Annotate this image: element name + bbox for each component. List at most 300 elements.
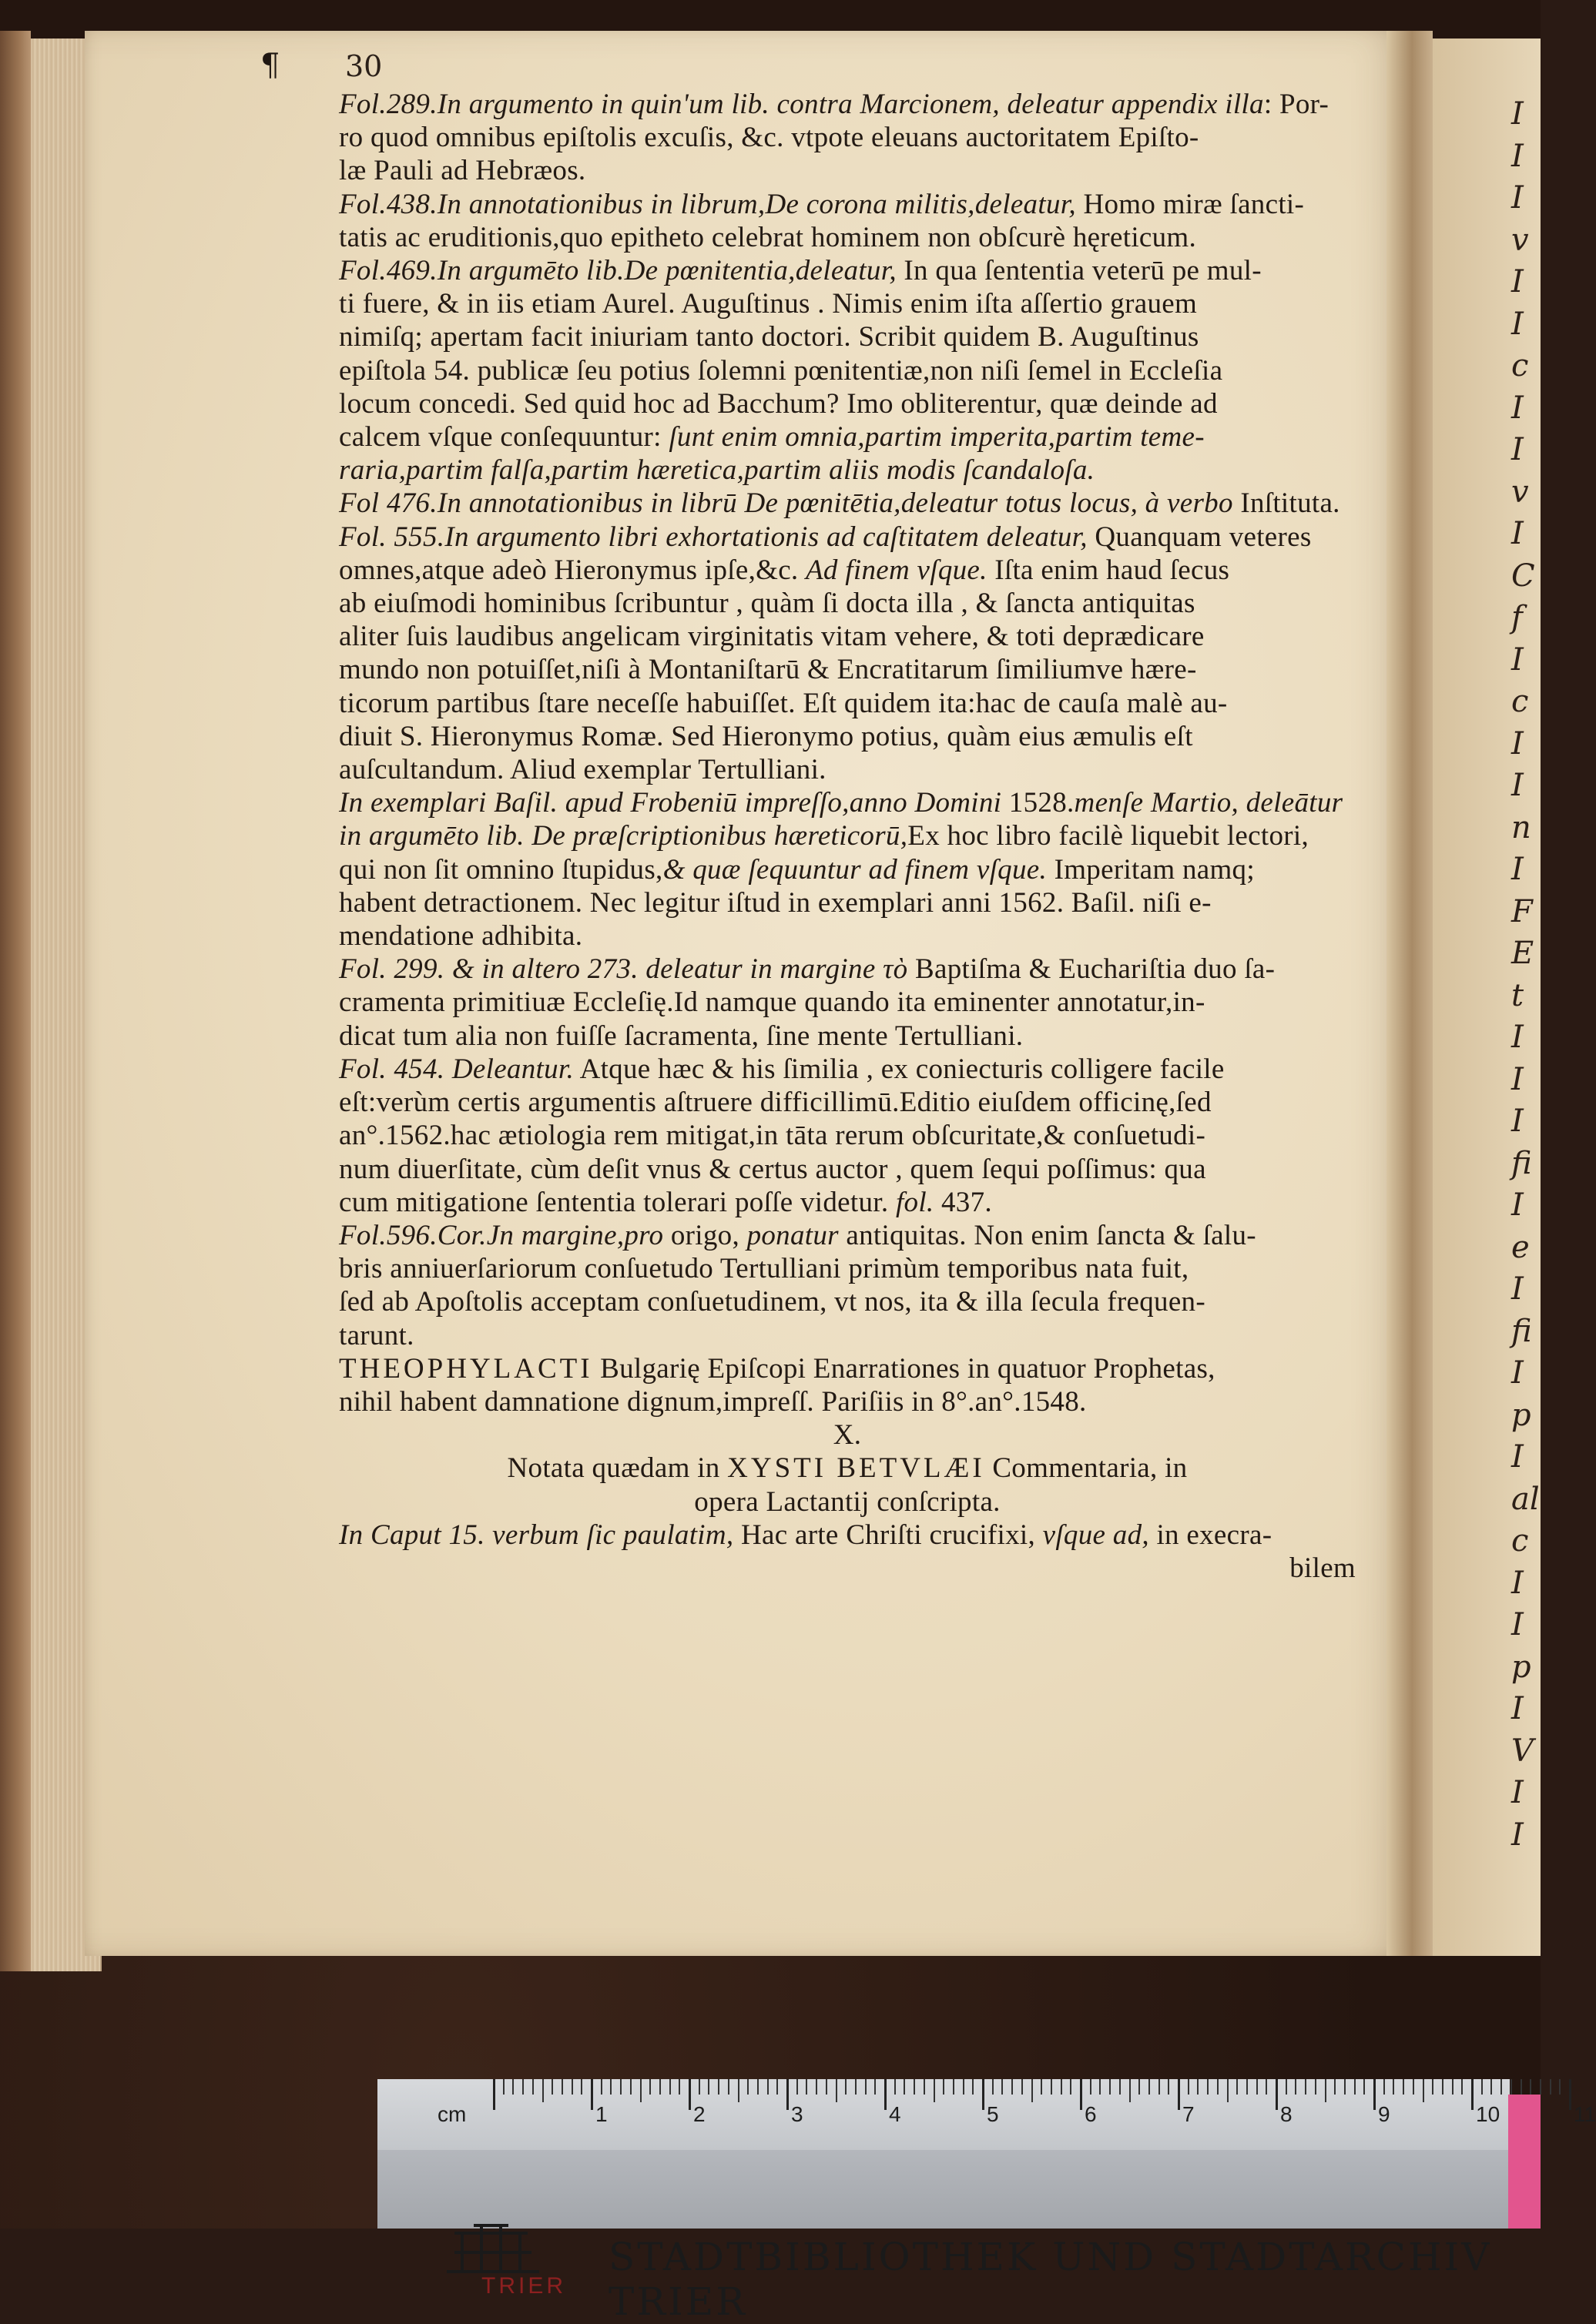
ruler-major-tick — [689, 2079, 691, 2110]
text-line — [339, 986, 1356, 1019]
text-run: cum mitigatione ſententia tolerari poſſe videtur. — [339, 1186, 896, 1218]
text-run: in execra- — [1148, 1519, 1272, 1551]
text-run: Imperitam namq; — [1047, 853, 1255, 886]
ruler-minor-tick — [1393, 2079, 1394, 2095]
library-name: STADTBIBLIOTHEK UND STADTARCHIV TRIER — [609, 2235, 1492, 2324]
ruler-major-tick — [1276, 2079, 1278, 2110]
text-run: bris anniuerſariorum conſuetudo Tertulliani primùm temporibus nata fuit, — [339, 1253, 1189, 1285]
ruler-minor-tick — [610, 2079, 612, 2095]
text-run: Fol.438. — [339, 188, 438, 220]
color-tab — [1508, 2095, 1541, 2229]
paragraph-p10 — [339, 1352, 1356, 1418]
ruler-minor-tick — [924, 2079, 925, 2095]
text-line — [339, 1385, 1356, 1418]
ruler-minor-tick — [934, 2079, 935, 2102]
ruler-major-tick — [1373, 2079, 1376, 2110]
ruler-minor-tick — [894, 2079, 896, 2095]
ruler-minor-tick — [816, 2079, 817, 2095]
text-run: In argumento in quin'um lib. contra Marcionem, deleatur appendix illa — [437, 89, 1264, 120]
text-run: eſt:verùm certis argumentis aſtruere difficillimū.Editio eiuſdem officinę,ſed — [339, 1087, 1212, 1119]
ruler-number: 7 — [1182, 2102, 1195, 2126]
ruler-minor-tick — [1354, 2079, 1356, 2095]
ruler-minor-tick — [1051, 2079, 1052, 2095]
ruler-minor-tick — [1099, 2079, 1101, 2095]
text-line — [339, 1519, 1356, 1552]
text-run: Hac arte Chriſti crucifixi, — [733, 1519, 1043, 1551]
ruler-minor-tick — [796, 2079, 798, 2095]
text-line — [339, 1153, 1356, 1186]
ruler-minor-tick — [640, 2079, 642, 2102]
library-logo-icon — [439, 2218, 547, 2276]
text-run: cramenta primitiuæ Eccleſię.Id namque quando ita eminenter annotatur,in- — [339, 986, 1205, 1019]
text-run: Fol. 299. — [339, 953, 452, 986]
edge-letter: I — [1511, 390, 1524, 426]
ruler-number: 5 — [987, 2102, 999, 2126]
ruler-minor-tick — [1540, 2079, 1541, 2095]
edge-letter: I — [1511, 138, 1524, 174]
ruler-minor-tick — [1041, 2079, 1042, 2095]
text-line — [339, 786, 1356, 819]
ruler-minor-tick — [1530, 2079, 1531, 2095]
ruler-minor-tick — [1286, 2079, 1287, 2095]
margin-mark: ¶ — [260, 48, 280, 83]
edge-letter: F — [1511, 893, 1533, 929]
text-run: Fol. 555. — [339, 521, 445, 553]
ruler-minor-tick — [1090, 2079, 1091, 2095]
ruler-minor-tick — [836, 2079, 837, 2102]
edge-letter: c — [1511, 1523, 1529, 1559]
edge-letter: p — [1511, 1397, 1531, 1433]
ruler-number: 6 — [1085, 2102, 1097, 2126]
text-line — [339, 720, 1356, 753]
ruler-minor-tick — [1334, 2079, 1336, 2095]
text-line — [339, 953, 1356, 986]
edge-letter: I — [1511, 306, 1524, 342]
ruler-minor-tick — [699, 2079, 700, 2095]
ruler-minor-tick — [1227, 2079, 1229, 2102]
text-run: ponatur — [746, 1219, 839, 1251]
ruler-minor-tick — [649, 2079, 651, 2095]
ruler-minor-tick — [963, 2079, 964, 2095]
edge-letter: I — [1511, 768, 1524, 803]
text-line — [339, 221, 1356, 254]
ruler-minor-tick — [1011, 2079, 1013, 2095]
text-run: auſcultandum. Aliud exemplar Tertulliani. — [339, 754, 826, 786]
text-run: vſque ad, — [1042, 1519, 1149, 1551]
ruler-minor-tick — [865, 2079, 867, 2095]
ruler-minor-tick — [542, 2079, 544, 2102]
ruler-minor-tick — [1119, 2079, 1121, 2095]
text-run: & quæ ſequuntur ad finem vſque. — [662, 853, 1048, 886]
ruler-minor-tick — [1070, 2079, 1071, 2095]
text-line — [339, 354, 1356, 387]
text-run: menſe Martio, deleātur — [1074, 787, 1343, 819]
text-run: fol. — [895, 1186, 934, 1218]
edge-letter: I — [1511, 1691, 1524, 1726]
edge-letter: I — [1511, 641, 1524, 678]
ruler-minor-tick — [1461, 2079, 1463, 2095]
ruler-minor-tick — [1109, 2079, 1111, 2095]
section-heading — [339, 1452, 1356, 1485]
edge-letter: I — [1511, 1187, 1524, 1223]
ruler-unit-label: cm — [438, 2102, 467, 2126]
ruler-minor-tick — [1188, 2079, 1189, 2095]
ruler-minor-tick — [826, 2079, 827, 2095]
text-run: læ Pauli ad Hebræos. — [339, 155, 586, 187]
text-line — [339, 320, 1356, 353]
edge-letter: I — [1511, 852, 1524, 887]
text-run: XYSTI BETVLÆI — [727, 1452, 985, 1485]
text-run: ti fuere, & in iis etiam Aurel. Auguſtinus . Nimis enim iſta aſſertio grauem — [339, 288, 1198, 320]
text-run: ſunt enim omnia,partim imperita,partim teme- — [669, 421, 1205, 454]
edge-letter: c — [1511, 684, 1529, 719]
edge-letter: I — [1511, 264, 1524, 300]
text-run: ro quod omnibus epiſtolis excuſis, &c. vtpote eleuans auctoritatem Epiſto- — [339, 122, 1199, 154]
paragraph-p9 — [339, 1219, 1356, 1352]
text-run: In argumento libri exhortationis ad caſtitatem deleatur, — [444, 521, 1088, 553]
edge-letter: I — [1511, 1607, 1524, 1643]
ruler-minor-tick — [1383, 2079, 1385, 2095]
text-line — [339, 587, 1356, 620]
ruler-number: 10 — [1476, 2102, 1500, 2126]
paragraph-p5 — [339, 521, 1356, 787]
ruler-number: 11 — [1574, 2102, 1596, 2126]
edge-letter: fi — [1511, 1313, 1532, 1349]
text-run: Fol. 454. Deleantur. — [339, 1053, 575, 1085]
ruler-minor-tick — [1266, 2079, 1267, 2095]
text-line — [339, 653, 1356, 686]
ruler-minor-tick — [1550, 2079, 1551, 2095]
ruler-minor-tick — [679, 2079, 680, 2095]
text-run: ticorum partibus ſtare neceſſe habuiſſet. Eſt quidem ita:hac de cauſa malè au- — [339, 687, 1228, 719]
scale-ruler — [377, 2079, 1596, 2324]
ruler-minor-tick — [953, 2079, 954, 2095]
ruler-minor-tick — [522, 2079, 524, 2095]
paragraph-p8 — [339, 1053, 1356, 1219]
edge-letter: e — [1511, 1229, 1530, 1265]
text-line — [339, 1285, 1356, 1318]
text-run: an°.1562.hac ætiologia rem mitigat,in tāta rerum obſcuritate,& conſuetudi- — [339, 1120, 1206, 1152]
text-line — [339, 254, 1356, 287]
edge-letter: al — [1511, 1481, 1540, 1517]
ruler-minor-tick — [1236, 2079, 1238, 2095]
paragraph-p4 — [339, 487, 1356, 520]
book-gutter — [1386, 31, 1433, 1956]
text-run: Atque hæc & his ſimilia , ex coniecturis colligere facile — [574, 1053, 1225, 1085]
ruler-number: 8 — [1280, 2102, 1293, 2126]
text-line — [339, 121, 1356, 154]
text-run: Fol.289. — [339, 89, 438, 120]
ruler-minor-tick — [855, 2079, 857, 2095]
ruler-minor-tick — [601, 2079, 602, 2095]
ruler-major-tick — [884, 2079, 887, 2110]
ruler-minor-tick — [503, 2079, 505, 2095]
text-line — [339, 420, 1356, 454]
paragraph-p3 — [339, 254, 1356, 487]
ruler-minor-tick — [1197, 2079, 1199, 2095]
ruler-minor-tick — [1413, 2079, 1414, 2095]
edge-letter: n — [1511, 809, 1531, 846]
ruler-minor-tick — [1168, 2079, 1169, 2095]
ruler-minor-tick — [552, 2079, 553, 2095]
ruler-minor-tick — [1481, 2079, 1483, 2095]
text-run: habent detractionem. Nec legitur iſtud in exemplari anni 1562. Baſil. niſi e- — [339, 886, 1212, 919]
ruler-minor-tick — [1021, 2079, 1023, 2095]
text-run: Notata quædam in — [507, 1452, 728, 1485]
edge-letter: I — [1511, 1103, 1524, 1139]
text-line — [339, 287, 1356, 320]
ruler-minor-tick — [776, 2079, 778, 2095]
ruler-minor-tick — [659, 2079, 661, 2095]
text-run: mundo non potuiſſet,niſi à Montaniſtarū & Encratitarum ſimiliumve hære- — [339, 654, 1197, 686]
edge-letter: p — [1511, 1649, 1531, 1685]
ruler-minor-tick — [1031, 2079, 1033, 2102]
text-run: Bulgarię Epiſcopi Enarrationes in quatuor Prophetas, — [592, 1352, 1215, 1385]
text-run: Commentaria, in — [984, 1452, 1188, 1485]
text-run: 437. — [934, 1186, 992, 1218]
text-run: : Por- — [1263, 89, 1329, 120]
text-run: raria,partim falſa,partim hæretica,partim aliis modis ſcandaloſa. — [339, 454, 1095, 487]
text-run: Fol.596.Cor.Jn margine,pro — [339, 1219, 664, 1251]
ruler-minor-tick — [1295, 2079, 1296, 2095]
ruler-minor-tick — [1061, 2079, 1062, 2095]
text-line — [339, 819, 1356, 852]
text-line — [339, 1186, 1356, 1219]
text-run: Baptiſma & Euchariſtia duo ſa- — [907, 953, 1276, 986]
ruler-minor-tick — [904, 2079, 905, 2095]
ruler-minor-tick — [1559, 2079, 1561, 2095]
text-line — [339, 387, 1356, 420]
catchword: bilem — [1289, 1552, 1356, 1584]
edge-letter: V — [1511, 1733, 1534, 1769]
edge-letter: C — [1511, 558, 1535, 594]
text-run: diuit S. Hieronymus Romæ. Sed Hieronymo potius, quàm eius æmulis eſt — [339, 720, 1193, 752]
ruler-minor-tick — [1138, 2079, 1140, 2095]
text-run: omnes,atque adeò Hieronymus ipſe,&c. — [339, 554, 806, 586]
ruler-minor-tick — [581, 2079, 582, 2095]
ruler-minor-tick — [532, 2079, 534, 2095]
edge-letter: I — [1511, 1775, 1524, 1810]
edge-letter: I — [1511, 1817, 1524, 1853]
text-run: nimiſq; apertam facit iniuriam tanto doctori. Scribit quidem B. Auguſtinus — [339, 321, 1199, 353]
text-line — [339, 1319, 1356, 1352]
edge-letter: v — [1511, 474, 1529, 510]
text-run: mendatione adhibita. — [339, 920, 583, 953]
ruler-minor-tick — [1510, 2079, 1512, 2095]
edge-letter: I — [1511, 516, 1524, 551]
ruler-minor-tick — [1256, 2079, 1258, 2095]
ruler-minor-tick — [738, 2079, 739, 2102]
ruler-label-band — [377, 2150, 1510, 2324]
ruler-minor-tick — [718, 2079, 719, 2095]
ruler-minor-tick — [767, 2079, 769, 2095]
paragraph-p6 — [339, 786, 1356, 953]
text-run: Homo miræ ſancti- — [1075, 188, 1305, 220]
ruler-minor-tick — [757, 2079, 759, 2095]
ruler-minor-tick — [572, 2079, 573, 2095]
ruler-minor-tick — [1246, 2079, 1248, 2095]
text-run: Ad finem vſque. — [806, 554, 987, 586]
text-run: ab eiuſmodi hominibus ſcribuntur , quàm ſi docta illa , & ſancta antiquitas — [339, 588, 1195, 620]
ruler-minor-tick — [1158, 2079, 1160, 2095]
text-run: nihil habent damnatione dignum,impreſſ. Pariſiis in 8°.an°.1548. — [339, 1385, 1087, 1418]
text-run: 1528. — [1008, 787, 1075, 819]
ruler-minor-tick — [1305, 2079, 1306, 2095]
section-heading-line-2: opera Lactantij conſcripta. — [694, 1485, 1001, 1518]
ruler-major-tick — [982, 2079, 984, 2110]
text-run: Iſta enim haud ſecus — [987, 554, 1230, 586]
ruler-minor-tick — [1452, 2079, 1454, 2095]
book-cover-edge — [0, 31, 31, 1971]
text-line — [339, 454, 1356, 487]
text-run: tatis ac eruditionis,quo epitheto celebrat hominem non obſcurè hęreticum. — [339, 221, 1197, 253]
ruler-minor-tick — [1325, 2079, 1326, 2102]
text-line — [339, 1219, 1356, 1252]
ruler-scale — [377, 2079, 1596, 2152]
edge-letter: t — [1511, 977, 1524, 1013]
ruler-number: 1 — [595, 2102, 608, 2126]
ruler-minor-tick — [669, 2079, 671, 2095]
ruler-minor-tick — [972, 2079, 974, 2095]
text-line — [339, 1119, 1356, 1152]
facing-page-edge-letters — [1511, 92, 1541, 1855]
text-run: Inſtituta. — [1232, 487, 1340, 520]
text-run: Quanquam veteres — [1087, 521, 1312, 553]
text-run: antiquitas. Non enim ſancta & ſalu- — [838, 1219, 1256, 1251]
ruler-minor-tick — [1423, 2079, 1424, 2102]
edge-letter: I — [1511, 96, 1524, 132]
ruler-minor-tick — [562, 2079, 563, 2095]
ruler-minor-tick — [708, 2079, 709, 2095]
text-line — [339, 1086, 1356, 1119]
ruler-minor-tick — [845, 2079, 847, 2095]
text-run: In exemplari Baſil. apud Frobeniū impreſſo,anno Domini — [339, 787, 1009, 819]
text-run: dicat tum alia non fuiſſe ſacramenta, ſine mente Tertulliani. — [339, 1020, 1024, 1052]
ruler-minor-tick — [620, 2079, 622, 2095]
ruler-minor-tick — [1403, 2079, 1404, 2095]
text-line — [339, 188, 1356, 221]
paragraph-p2 — [339, 188, 1356, 254]
ruler-number: 3 — [791, 2102, 803, 2126]
text-run: aliter ſuis laudibus angelicam virginitatis vitam vehere, & toti deprædicare — [339, 621, 1205, 653]
ruler-minor-tick — [1363, 2079, 1365, 2095]
text-run: In qua ſententia veterū pe mul- — [896, 255, 1262, 287]
ruler-major-tick — [786, 2079, 789, 2110]
ruler-minor-tick — [874, 2079, 876, 2095]
text-run: Ex hoc libro facilè liquebit lectori, — [907, 820, 1309, 852]
edge-letter: f — [1511, 600, 1523, 635]
text-run: In argumēto lib.De pœnitentia,deleatur, — [437, 255, 897, 287]
text-line — [339, 1053, 1356, 1086]
ruler-minor-tick — [1315, 2079, 1316, 2095]
text-run: Fol.469. — [339, 255, 438, 287]
text-line — [339, 521, 1356, 554]
text-run: num diuerſitate, cùm deſit vnus & certus auctor , quem ſequi poſſimus: qua — [339, 1153, 1206, 1185]
ruler-minor-tick — [728, 2079, 729, 2095]
text-run: calcem vſque conſequuntur: — [339, 421, 669, 454]
text-line — [339, 1252, 1356, 1285]
main-text-block — [339, 88, 1356, 1585]
edge-letter: E — [1511, 936, 1534, 971]
ruler-major-tick — [1080, 2079, 1082, 2110]
edge-letter: I — [1511, 1271, 1524, 1307]
ruler-number: 4 — [889, 2102, 901, 2126]
text-run: tarunt. — [339, 1319, 414, 1351]
ruler-minor-tick — [1432, 2079, 1433, 2095]
ruler-major-tick — [1471, 2079, 1474, 2110]
text-run: epiſtola 54. publicæ ſeu potius ſolemni pœnitentiæ,non niſi ſemel in Eccleſia — [339, 354, 1223, 387]
edge-letter: I — [1511, 1565, 1524, 1601]
ruler-minor-tick — [806, 2079, 807, 2095]
text-run: origo, — [663, 1219, 747, 1251]
edge-letter: I — [1511, 180, 1524, 216]
text-line — [339, 154, 1356, 187]
edge-letter: I — [1511, 1439, 1524, 1475]
ruler-minor-tick — [1148, 2079, 1150, 2095]
logo-caption: TRIER — [481, 2273, 566, 2299]
ruler-major-tick — [493, 2079, 495, 2110]
text-run: locum concedi. Sed quid hoc ad Bacchum? Imo obliterentur, quæ deinde ad — [339, 387, 1218, 420]
text-run: In annotationibus in librū De pœnitētia,deleatur totus locus, à verbo — [437, 487, 1233, 520]
ruler-minor-tick — [1129, 2079, 1131, 2102]
text-line — [339, 1352, 1356, 1385]
ruler-minor-tick — [1344, 2079, 1346, 2095]
text-run: In Caput 15. verbum ſic paulatim, — [339, 1519, 734, 1551]
text-run: In annotationibus in librum,De corona militis,deleatur, — [437, 188, 1076, 220]
ruler-number: 9 — [1378, 2102, 1390, 2126]
ruler-minor-tick — [992, 2079, 994, 2095]
text-run: THEOPHYLACTI — [339, 1352, 593, 1385]
ruler-minor-tick — [512, 2079, 514, 2095]
text-run: in argumēto lib. De præſcriptionibus hæreticorū, — [339, 820, 908, 852]
page-number: 30 — [345, 49, 383, 83]
text-line — [339, 88, 1356, 121]
ruler-minor-tick — [1500, 2079, 1502, 2095]
ruler-major-tick — [1569, 2079, 1571, 2110]
paragraph-p7 — [339, 953, 1356, 1053]
section-numeral: X. — [833, 1419, 862, 1452]
ruler-minor-tick — [1442, 2079, 1443, 2095]
edge-letter: I — [1511, 432, 1524, 467]
text-run: ſed ab Apoſtolis acceptam conſuetudinem, vt nos, ita & illa ſecula frequen- — [339, 1286, 1205, 1318]
text-line — [339, 1020, 1356, 1053]
text-run: Fol 476. — [339, 487, 438, 520]
edge-letter: v — [1511, 222, 1529, 258]
text-line — [339, 620, 1356, 653]
ruler-minor-tick — [1217, 2079, 1219, 2095]
text-run: qui non ſit omnino ſtupidus, — [339, 853, 663, 886]
text-run: & in altero 273. deleatur in margine τὸ — [451, 953, 908, 986]
ruler-minor-tick — [1207, 2079, 1209, 2095]
ruler-major-tick — [591, 2079, 593, 2110]
edge-letter: fi — [1511, 1145, 1532, 1181]
edge-letter: I — [1511, 725, 1524, 762]
ruler-minor-tick — [914, 2079, 915, 2095]
ruler-minor-tick — [747, 2079, 749, 2095]
paragraph-p1 — [339, 88, 1356, 188]
edge-letter: I — [1511, 1020, 1524, 1055]
text-line — [339, 487, 1356, 520]
ruler-number: 2 — [693, 2102, 706, 2126]
ruler-major-tick — [1178, 2079, 1180, 2110]
edge-letter: I — [1511, 1355, 1524, 1391]
edge-letter: I — [1511, 1061, 1524, 1097]
text-line — [339, 753, 1356, 786]
text-line — [339, 554, 1356, 587]
ruler-minor-tick — [1490, 2079, 1492, 2095]
text-line — [339, 687, 1356, 720]
ruler-minor-tick — [943, 2079, 944, 2095]
